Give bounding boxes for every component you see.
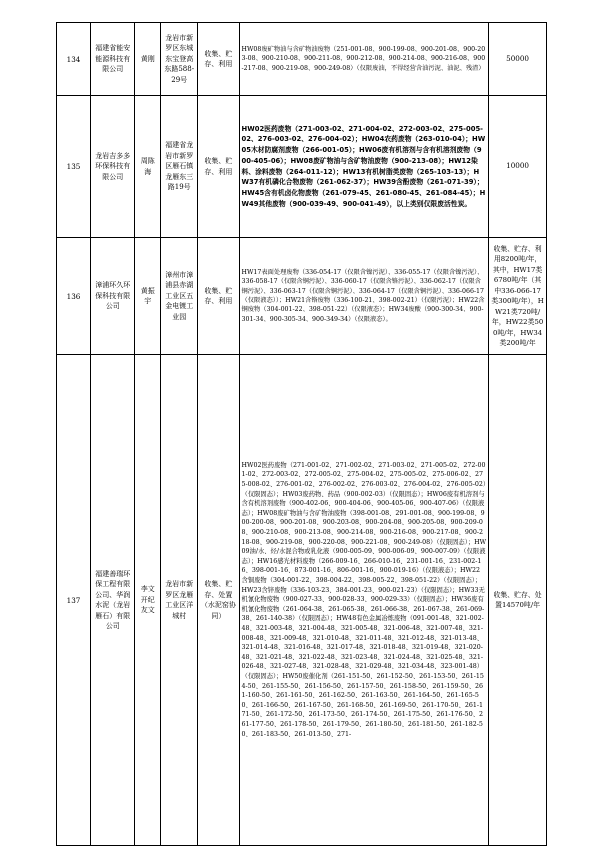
company-name: 福建善瑞环保工程有限公司、华润水泥（龙岩雁石）有限公司 [91,355,135,846]
permitted-quantity: 10000 [489,96,547,238]
row-number: 137 [57,355,91,846]
business-scope: 收集、贮存、利用 [198,96,239,238]
company-name: 漳浦环久环保科技有限公司 [91,238,135,355]
row-number: 136 [57,238,91,355]
permit-table [56,22,547,846]
facility-address: 漳州市漳浦县赤湖工业区五金电镀工业园 [161,238,198,355]
waste-categories: HW08废矿物油与含矿物油废物（251-001-08、900-199-08、900-201-08、900-203-08、900-210-08、900-211-08、900-212-08、900-214-08、900-216-08、900-217-08、900-219-08、900-249-08）（仅限废油，不得经营含油污泥、油泥、残渣） [239,23,489,96]
business-scope: 收集、贮存、利用 [198,23,239,96]
permitted-quantity: 收集、贮存、利用8200吨/年，其中，HW17类6780吨/年（其中336-066-17类300吨/年），HW21类720吨/年，HW22类500吨/年，HW34类200吨/年 [489,238,547,355]
facility-address: 龙岩市新罗区东城东宝登高东路588-29号 [161,23,198,96]
legal-representative: 周陈海 [135,96,161,238]
waste-categories: HW02医药废物（271-001-02、271-002-02、271-003-02、271-005-02、272-001-02、272-003-02、272-005-02、275-004-02、275-005-02、275-006-02、275-008-02、276-001-02、276-002-02、276-003-02、276-004-02、276-005-02）（仅限固态）；HW03废药物、药品（900-002-03）（仅限固态）；HW06废有机溶剂与含有机溶剂废物（900-402-06、900-404-06、900-405-06、900-407-06）（仅限液态）；HW08废矿物油与含矿物油废物（398-001-08、291-001-08、900-199-08、900-200-08、900-201-08、900-203-08、900-204-08、900-205-08、900-209-08、900-210-08、900-213-08、900-214-08、900-216-08、900-217-08、900-218-08、900-219-08、900-220-08、900-221-08、900-249-08）（仅限固态）；HW09油/水、烃/水混合物或乳化液（900-005-09、900-006-09、900-007-09）（仅限液态）；HW16感光材料废物（266-009-16、266-010-16、231-001-16、231-002-16、398-001-16、873-001-16、806-001-16、900-019-16）（仅限液态）；HW22含铜废物（304-001-22、398-004-22、398-005-22、398-051-22）（仅限固态）；HW23含锌废物（336-103-23、384-001-23、900-021-23）（仅限固态）；HW33无机氰化物废物（900-027-33、900-028-33、900-029-33）（仅限固态）；HW36废有机氰化物废物（261-064-38、261-065-38、261-066-38、261-067-38、261-069-38、261-140-38）（仅限固态）；HW48有色金属冶炼废物（091-001-48、321-002-48、321-003-48、321-004-48、321-005-48、321-006-48、321-007-48、321-008-48、321-009-48、321-010-48、321-011-48、321-012-48、321-013-48、321-014-48、321-016-48、321-017-48、321-018-48、321-019-48、321-020-48、321-021-48、321-022-48、321-023-48、321-024-48、321-025-48、321-026-48、321-027-48、321-028-48、321-029-48、321-034-48、323-001-48）（仅限固态）；HW50废催化剂（261-151-50、261-152-50、261-153-50、261-154-50、261-155-50、261-156-50、261-157-50、261-158-50、261-159-50、261-160-50、261-161-50、261-162-50、261-163-50、261-164-50、261-165-50、261-166-50、261-167-50、261-168-50、261-169-50、261-170-50、261-171-50、261-172-50、261-173-50、261-174-50、261-175-50、261-176-50、261-177-50、261-178-50、261-179-50、261-180-50、261-181-50、261-182-50、261-183-50、261-013-50、271- [239,355,489,846]
table-row [57,355,547,846]
row-number: 135 [57,96,91,238]
facility-address: 福建省龙岩市新罗区雁石镇龙雁东三路19号 [161,96,198,238]
table-row [57,238,547,355]
permitted-quantity: 50000 [489,23,547,96]
waste-categories: HW17表面处理废物（336-054-17（仅限含镍污泥）、336-055-17（仅限含镍污泥）、336-058-17（仅限含铜污泥）、336-060-17（仅限含铬污泥）、336-062-17（仅限含铜污泥）、336-063-17（仅限含铜污泥）、336-064-17（仅限含铜污泥）、336-066-17（仅限液态））；HW21含铬废物（336-100-21、398-002-21）（仅限污泥）；HW22含铜废物（304-001-22、398-051-22）（仅限液态）；HW34废酸（900-300-34、900-301-34、900-305-34、900-349-34）（仅限液态）。 [239,238,489,355]
business-scope: 收集、贮存、处置（水泥窑协同） [198,355,239,846]
business-scope: 收集、贮存、利用 [198,238,239,355]
legal-representative: 黄振宇 [135,238,161,355]
table-row [57,23,547,96]
legal-representative: 李文开纪友文 [135,355,161,846]
legal-representative: 黄刚 [135,23,161,96]
company-name: 龙岩吉多多环保科技有限公司 [91,96,135,238]
permitted-quantity: 收集、贮存、处置14570吨/年 [489,355,547,846]
table-row [57,96,547,238]
waste-categories: HW02医药废物（271-003-02、271-004-02、272-003-02、275-005-02、276-003-02、276-004-02）；HW04农药废物（263-010-04）；HW05木材防腐剂废物（266-001-05）；HW06废有机溶剂与含有机溶剂废物（900-405-06）；HW08废矿物油与含矿物油废物（900-213-08）；HW12染料、涂料废物（264-011-12）；HW13有机树脂类废物（265-103-13）；HW37有机磷化合物废物（261-062-37）；HW39含酚废物（261-071-39）；HW45含有机卤化物废物（261-079-45、261-080-45、261-084-45）；HW49其他废物（900-039-49、900-041-49），以上类别仅限废活性炭。 [239,96,489,238]
row-number: 134 [57,23,91,96]
facility-address: 龙岩市新罗区龙雁工业区洋城村 [161,355,198,846]
company-name: 福建省能安能源科技有限公司 [91,23,135,96]
